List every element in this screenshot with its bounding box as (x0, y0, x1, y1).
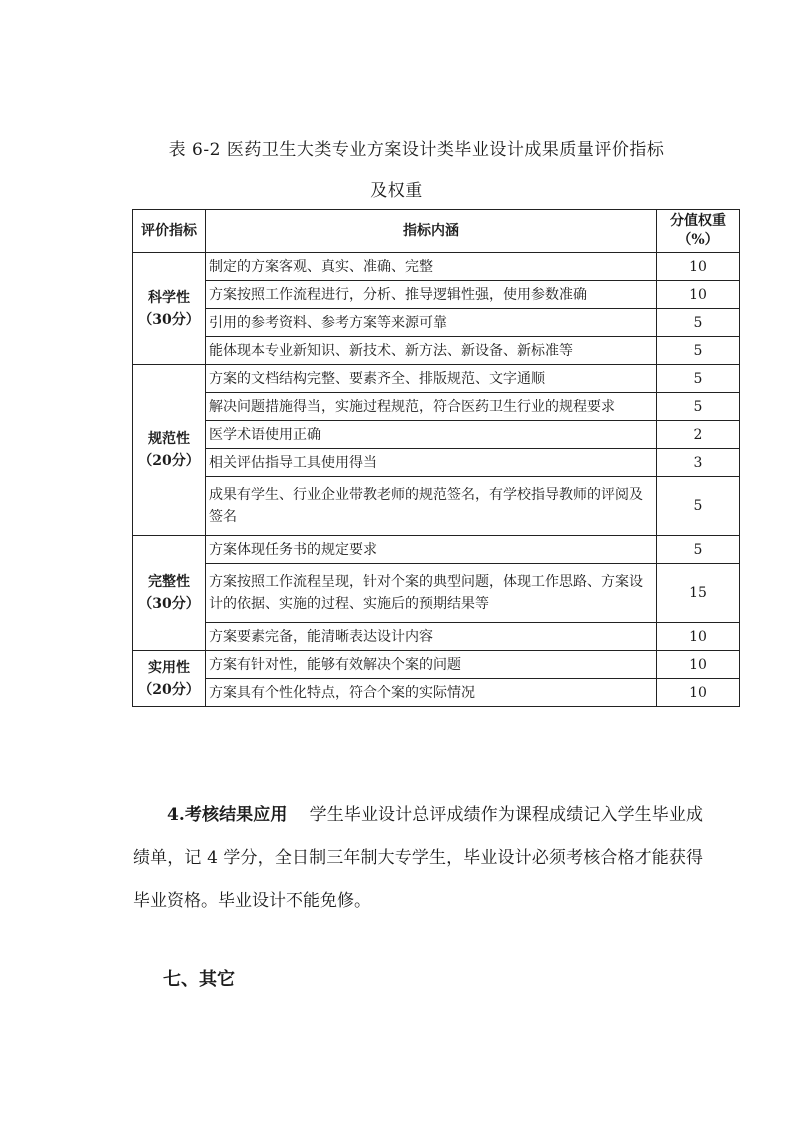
indicator-content: 成果有学生、行业企业带教老师的规范签名，有学校指导教师的评阅及签名 (206, 477, 657, 536)
indicator-content: 方案要素完备，能清晰表达设计内容 (206, 623, 657, 651)
indicator-content: 方案的文档结构完整、要素齐全、排版规范、文字通顺 (206, 365, 657, 393)
indicator-content: 方案体现任务书的规定要求 (206, 536, 657, 564)
category-points: （30分） (138, 596, 200, 612)
header-score-line2: （%） (677, 232, 719, 248)
paragraph-text: 学生毕业设计总评成绩作为课程成绩记入学生毕业成绩单，记 4 学分，全日制三年制大专学生，毕业设计必须考核合格才能获得毕业资格。毕业设计不能免修。 (133, 805, 704, 911)
table-row (133, 564, 740, 623)
table-row (133, 449, 740, 477)
indicator-score: 5 (657, 477, 740, 536)
header-content: 指标内涵 (206, 210, 657, 253)
indicator-score: 15 (657, 564, 740, 623)
table-row (133, 679, 740, 707)
category-cell-standardization (133, 365, 206, 536)
indicator-content: 方案具有个性化特点，符合个案的实际情况 (206, 679, 657, 707)
category-cell-scientific (133, 253, 206, 365)
header-score-line1: 分值权重 (670, 213, 726, 229)
indicator-score: 10 (657, 281, 740, 309)
section-title: 七、其它 (163, 969, 235, 990)
table-row (133, 253, 740, 281)
category-name: 规范性 (148, 431, 190, 447)
indicator-score: 10 (657, 623, 740, 651)
indicator-score: 5 (657, 309, 740, 337)
table-row (133, 536, 740, 564)
paragraph-heading: 4.考核结果应用 (167, 805, 288, 825)
indicator-content: 方案按照工作流程进行，分析、推导逻辑性强，使用参数准确 (206, 281, 657, 309)
table-caption-line2: 及权重 (370, 181, 423, 201)
evaluation-table (132, 209, 740, 707)
indicator-content: 方案有针对性，能够有效解决个案的问题 (206, 651, 657, 679)
header-category: 评价指标 (133, 210, 206, 253)
indicator-content: 医学术语使用正确 (206, 421, 657, 449)
table-row (133, 393, 740, 421)
table-row (133, 365, 740, 393)
indicator-score: 5 (657, 536, 740, 564)
table-row (133, 281, 740, 309)
indicator-content: 能体现本专业新知识、新技术、新方法、新设备、新标准等 (206, 337, 657, 365)
table-header-row (133, 210, 740, 253)
table-row (133, 623, 740, 651)
table-row (133, 337, 740, 365)
table-row (133, 421, 740, 449)
indicator-score: 2 (657, 421, 740, 449)
indicator-content: 方案按照工作流程呈现，针对个案的典型问题，体现工作思路、方案设计的依据、实施的过程、实施后的预期结果等 (206, 564, 657, 623)
indicator-content: 引用的参考资料、参考方案等来源可靠 (206, 309, 657, 337)
indicator-score: 5 (657, 337, 740, 365)
category-points: （30分） (138, 311, 200, 328)
category-cell-completeness (133, 536, 206, 651)
indicator-score: 10 (657, 253, 740, 281)
indicator-score: 5 (657, 393, 740, 421)
indicator-score: 10 (657, 679, 740, 707)
indicator-score: 3 (657, 449, 740, 477)
header-score (657, 210, 740, 253)
category-cell-practicality (133, 651, 206, 707)
category-name: 科学性 (148, 289, 190, 306)
category-points: （20分） (138, 681, 200, 698)
indicator-content: 相关评估指导工具使用得当 (206, 449, 657, 477)
assessment-result-paragraph (133, 794, 703, 923)
indicator-score: 10 (657, 651, 740, 679)
table-caption-line1: 表 6-2 医药卫生大类专业方案设计类毕业设计成果质量评价指标 (168, 140, 665, 160)
category-name: 完整性 (148, 574, 190, 590)
category-points: （20分） (138, 453, 200, 469)
indicator-content: 解决问题措施得当，实施过程规范，符合医药卫生行业的规程要求 (206, 393, 657, 421)
table-row (133, 309, 740, 337)
indicator-content: 制定的方案客观、真实、准确、完整 (206, 253, 657, 281)
table-row (133, 651, 740, 679)
indicator-score: 5 (657, 365, 740, 393)
category-name: 实用性 (148, 659, 190, 676)
table-row (133, 477, 740, 536)
